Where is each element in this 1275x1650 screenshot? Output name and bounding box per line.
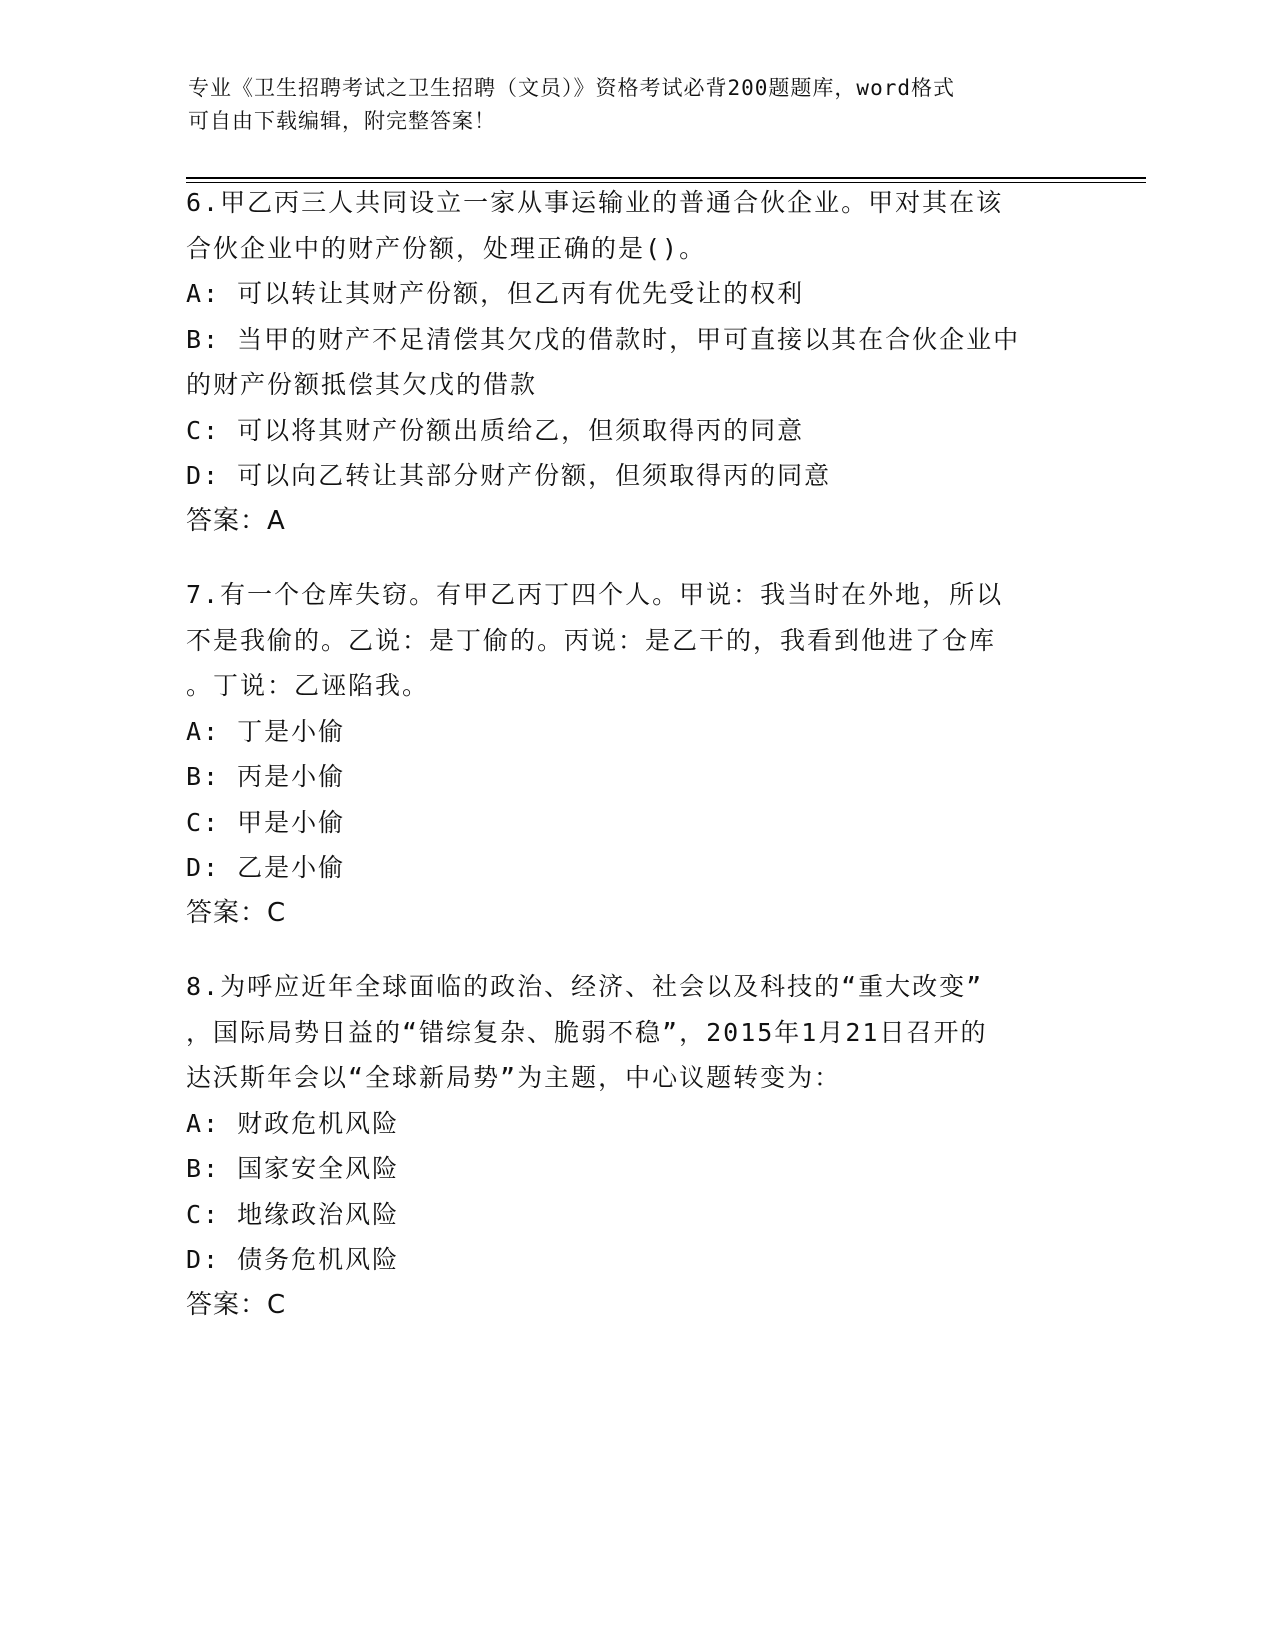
question-stem: 。丁说：乙诬陷我。: [186, 671, 430, 700]
header-line: 专业《卫生招聘考试之卫生招聘（文员）》资格考试必背200题题库，word格式: [188, 76, 955, 100]
question-stem: 8.为呼应近年全球面临的政治、经济、社会以及科技的“重大改变”: [186, 972, 984, 1001]
option-a: A: 丁是小偷: [186, 716, 346, 746]
option-a: A: 财政危机风险: [186, 1108, 400, 1138]
option-c: C: 可以将其财产份额出质给乙，但须取得丙的同意: [186, 415, 805, 445]
question-7: [186, 572, 1086, 936]
document-header: [188, 72, 1088, 138]
question-stem: 6.甲乙丙三人共同设立一家从事运输业的普通合伙企业。甲对其在该: [186, 188, 1004, 217]
question-stem: 达沃斯年会以“全球新局势”为主题，中心议题转变为：: [186, 1063, 842, 1092]
header-line: 可自由下载编辑，附完整答案！: [188, 109, 496, 133]
option-c: C: 地缘政治风险: [186, 1199, 400, 1229]
option-b: B: 国家安全风险: [186, 1154, 400, 1183]
answer: 答案：C: [186, 1289, 287, 1320]
question-stem: ，国际局势日益的“错综复杂、脆弱不稳”，2015年1月21日召开的: [186, 1017, 988, 1047]
option-a: A: 可以转让其财产份额，但乙丙有优先受让的权利: [186, 279, 805, 308]
option-d: D: 乙是小偷: [186, 853, 346, 882]
question-6: [186, 180, 1086, 544]
option-c: C: 甲是小偷: [186, 807, 346, 837]
answer: 答案：A: [186, 505, 286, 536]
header-divider-thick: [186, 177, 1146, 179]
question-stem: 7.有一个仓库失窃。有甲乙丙丁四个人。甲说：我当时在外地，所以: [186, 580, 1004, 609]
question-stem: 合伙企业中的财产份额，处理正确的是()。: [186, 233, 707, 263]
option-b: B: 丙是小偷: [186, 762, 346, 791]
option-b-continued: 的财产份额抵偿其欠戊的借款: [186, 370, 538, 399]
question-8: [186, 964, 1086, 1328]
option-d: D: 债务危机风险: [186, 1245, 400, 1274]
answer: 答案：C: [186, 897, 287, 928]
option-b: B: 当甲的财产不足清偿其欠戊的借款时，甲可直接以其在合伙企业中: [186, 324, 1021, 354]
question-stem: 不是我偷的。乙说：是丁偷的。丙说：是乙干的，我看到他进了仓库: [186, 625, 997, 655]
option-d: D: 可以向乙转让其部分财产份额，但须取得丙的同意: [186, 461, 832, 490]
